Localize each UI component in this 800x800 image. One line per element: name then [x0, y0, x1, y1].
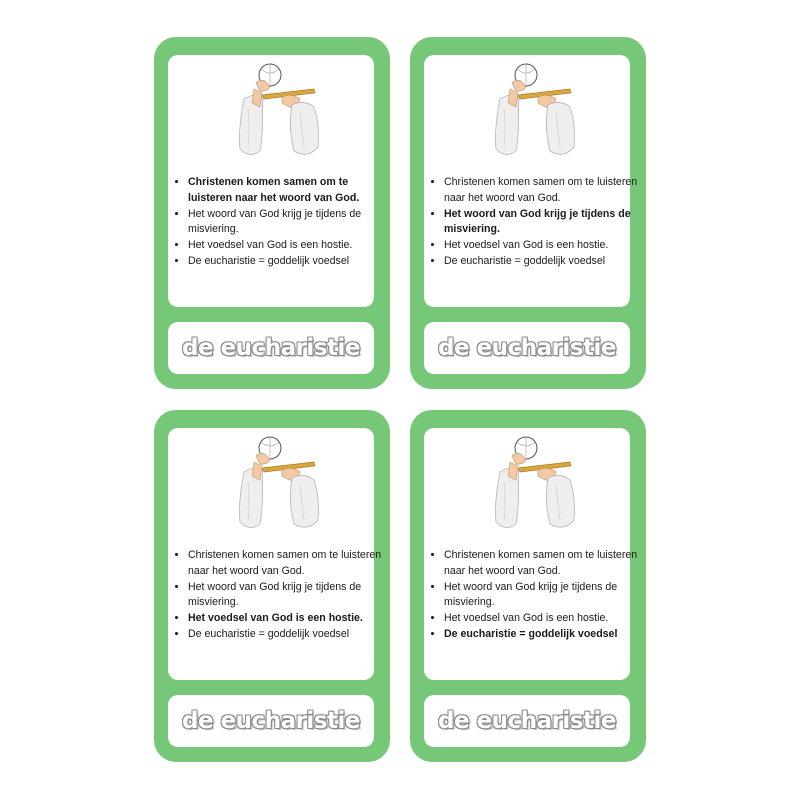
card-title-box: [424, 322, 630, 374]
card-content: [424, 428, 638, 680]
card-title: de eucharistie: [438, 708, 616, 734]
fact-item: • Christenen komen samen om te luisteren naar het woord van God.: [444, 548, 640, 580]
fact-item: • De eucharistie = goddelijk voedsel: [444, 627, 640, 643]
fact-item: • Het voedsel van God is een hostie.: [444, 611, 640, 627]
card-title: de eucharistie: [182, 335, 360, 361]
card-content: [168, 55, 374, 307]
fact-item: • Het voedsel van God is een hostie.: [188, 611, 384, 627]
card-title-box: [168, 322, 374, 374]
fact-list: [430, 548, 640, 643]
fact-list: [174, 548, 384, 643]
hands-raising-host-icon: [474, 59, 584, 159]
fact-list: [174, 175, 384, 270]
hands-raising-host-icon: [218, 432, 328, 532]
card-title: de eucharistie: [182, 708, 360, 734]
card-content: [168, 428, 382, 680]
card-1: [154, 37, 390, 389]
fact-item: • Het woord van God krijg je tijdens de misviering.: [444, 207, 640, 239]
fact-item: • De eucharistie = goddelijk voedsel: [188, 627, 384, 643]
hands-raising-host-icon: [474, 432, 584, 532]
fact-item: • Het woord van God krijg je tijdens de misviering.: [444, 580, 640, 612]
fact-item: • Het woord van God krijg je tijdens de misviering.: [188, 580, 384, 612]
card-2: [410, 37, 646, 389]
card-title: de eucharistie: [438, 335, 616, 361]
card-title-box: [168, 695, 374, 747]
fact-item: • De eucharistie = goddelijk voedsel: [188, 254, 384, 270]
fact-list: [430, 175, 640, 270]
fact-item: • De eucharistie = goddelijk voedsel: [444, 254, 640, 270]
card-content: [424, 55, 638, 307]
fact-item: • Het woord van God krijg je tijdens de misviering.: [188, 207, 384, 239]
card-3: [154, 410, 390, 762]
fact-item: • Het voedsel van God is een hostie.: [188, 238, 384, 254]
card-title-box: [424, 695, 630, 747]
fact-item: • Christenen komen samen om te luisteren naar het woord van God.: [444, 175, 640, 207]
fact-item: • Christenen komen samen om te luisteren naar het woord van God.: [188, 175, 384, 207]
fact-item: • Christenen komen samen om te luisteren naar het woord van God.: [188, 548, 384, 580]
fact-item: • Het voedsel van God is een hostie.: [444, 238, 640, 254]
card-4: [410, 410, 646, 762]
hands-raising-host-icon: [218, 59, 328, 159]
